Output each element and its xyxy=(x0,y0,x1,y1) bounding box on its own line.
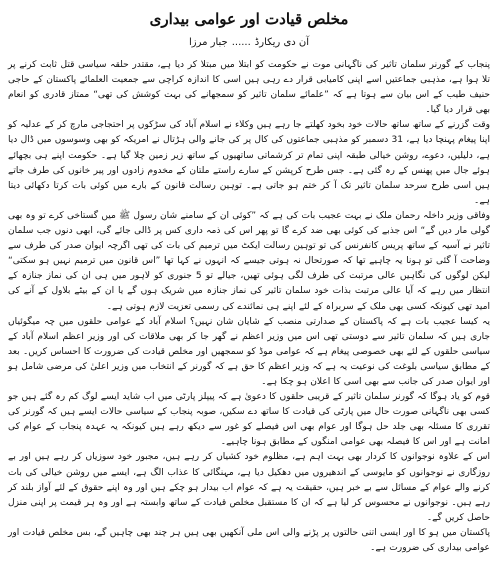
paragraph: وفاقی وزیر داخلہ رحمان ملک نے بہت عجیب بات کی ہے کہ ”کوئی ان کے سامنے شان رسول ﷺ میں گستاخی کرے تو وہ بھی گولی مار دیں گے“ اس جذبے کی کوئی بھی ضد کرے گا تو پھر اس کی ذمہ داری کس پر ڈالی جائے گی، ابھی دنوں جب سلمان تاثیر نے آسیہ کے ساتھ پریس کانفرنس کی تو توہین رسالت ایکٹ میں ترمیم کی بات کی تھی اگرچہ ایوان صدر کی طرف سے وضاحت آ گئی تو ہونا یہ چاہیے تھا کہ صورتحال نہ ہوتی جیسے کہ انہوں نے کہا تھا ”اس قانون میں ترمیم نہیں ہو سکتی“ لیکن لوگوں کی نگاہیں عالی مرتبت کی طرف لگی ہوئی تھیں، جیالے تو 5 جنوری کو لاہور میں ہی ان کی نماز جنازہ کے انتظار میں رہے کہ آیا عالی مرتبت بذات خود سلمان تاثیر کی نماز جنازہ میں شریک ہوں گے یا ان کے بیٹے بلاول کے آنے کی امید تھی کیونکہ کسی بھی ملک کے سربراہ کے لئے اپنے ہی نمائندے کی رسمی تعزیت لازم ہوتی ہے۔ xyxy=(8,210,490,312)
paragraph: اس کے علاوہ نوجوانوں کا کردار بھی بہت اہم ہے، مظلوم خود کشیاں کر رہے ہیں، مجبور خود سوزیاں کر رہے ہیں اور بے روزگاری نے نوجوانوں کو مایوسی کے اندھیروں میں دھکیل دیا ہے، مہنگائی کا عذاب الگ ہے، ایسے میں روشن خیالی کی بات کرنے والے عوام کے مسائل سے بے خبر ہیں، حقیقت یہ ہے کہ عوام اب بیدار ہو چکے ہیں اور وہ اپنے حقوق کے لئے آواز بلند کر رہے ہیں۔ نوجوانوں نے محسوس کر لیا ہے کہ ان کا مستقبل مخلص قیادت کے ساتھ وابستہ ہے اور وہ ہر قیمت پر اپنی منزل حاصل کریں گے۔ xyxy=(8,452,490,523)
author-name: جبار مرزا xyxy=(188,37,228,48)
byline-separator: ...... xyxy=(231,37,251,48)
column-name: آن دی ریکارڈ xyxy=(254,37,310,48)
paragraph: وقت گزرنے کے ساتھ ساتھ حالات خود بخود کھلتے جا رہے ہیں وکلاء نے اسلام آباد کی سڑکوں پر احتجاجی مارچ کر کے عدلیہ کو اپنا پیغام پہنچا دیا ہے، 31 دسمبر کو مذہبی جماعتوں کی کال پر کی جانے والی ہڑتال نے امریکہ کو بھی وسوسوں میں ڈال دیا ہے، دلیلیں، دعوے، روشن خیالی طبقہ اپنی تمام تر کرشماتی ساتھیوں کے ساتھ زیر زمین چلا گیا ہے۔ حکومت اپنے ہی بچھائے ہوئے جال میں پھنس کے رہ گئی ہے۔ جس طرح کرپشن کے سارے راستے ملتان کے مخدوم زادوں اور پیر خانوں کی طرف جاتے ہیں اسی طرح سرحد سلمان تاثیر تک آ کر ختم ہو جاتی ہے۔ توہین رسالت قانون کے بارے میں کوئی بات کرتا دکھائی دیتا ہے۔ xyxy=(8,120,490,206)
paragraph: قوم کو یاد ہوگا کہ گورنر سلمان تاثیر کے قریبی حلقوں کا دعویٰ ہے کہ پیپلز پارٹی میں اب شاید ایسے لوگ کم رہ گئے ہیں جو کسی بھی ناگہانی صورت حال میں پارٹی کی قیادت کا ساتھ دے سکیں، صوبہ پنجاب کے سیاسی حالات ایسے ہیں کہ گورنر کی تقرری کا مسئلہ بھی جلد حل ہوگا اور عوام بھی اس فیصلے کو غور سے دیکھ رہے ہیں کیونکہ یہ عہدہ پنجاب کے عوام کی امانت ہے اور اس کا فیصلہ بھی عوامی امنگوں کے مطابق ہونا چاہیے۔ xyxy=(8,392,490,448)
article-headline: مخلص قیادت اور عوامی بیداری xyxy=(149,10,349,28)
paragraph: پنجاب کے گورنر سلمان تاثیر کی ناگہانی موت نے حکومت کو ابتلا میں مبتلا کر دیا ہے، مقتدر حلقہ سیاسی قتل ثابت کرنے پر تلا ہوا ہے، مذہبی جماعتیں اسے اپنی کامیابی قرار دے رہی ہیں اسی کا اندازہ کراچی سے جمعیت العلمائے پاکستان کے حاجی حنیف طیب کے اس بیان سے ہوتا ہے کہ ”علمائے سلمان تاثیر کو سمجھانے کی بہت کوشش کی تھی“ ممتاز قادری کو انعام بھی قرار دیا گیا۔ xyxy=(8,60,490,116)
byline xyxy=(8,36,490,50)
article-body xyxy=(8,58,490,556)
paragraph: یہ کیسا عجیب بات ہے کہ پاکستان کے صدارتی منصب کے شایان شان نہیں؟ اسلام آباد کے عوامی حلقوں میں چہ میگوئیاں جاری ہیں کہ سلمان تاثیر سے دوستی تھی اس میں وزیر اعظم نے گھر جا کر بھی ملاقات کی اور وزیر اعظم اسلام آباد کے سیاسی حلقوں کے لئے بھی خصوصی پیغام ہے کہ عوامی موڈ کو سمجھیں اور مخلص قیادت کی ضرورت کا احساس کریں۔ بعد کے مطابق سیاسی بلوغت کی نوعیت یہ ہے کہ وزیر اعظم کا حق ہے کہ گورنر کے انتخاب میں وزیر اعلیٰ کی مرضی شامل ہو اور ایوان صدر کی جانب سے بھی اسی کا اعلان ہو چکا ہے۔ xyxy=(8,316,490,387)
paragraph: پاکستان میں ہو کا اور ایسی اتنی حالتوں پر پڑنے والی اس ملی آنکھیں بھی ہیں ہر چند بھی چاہیں گے، بس مخلص قیادت اور عوامی بیداری کی ضرورت ہے۔ xyxy=(8,527,490,553)
